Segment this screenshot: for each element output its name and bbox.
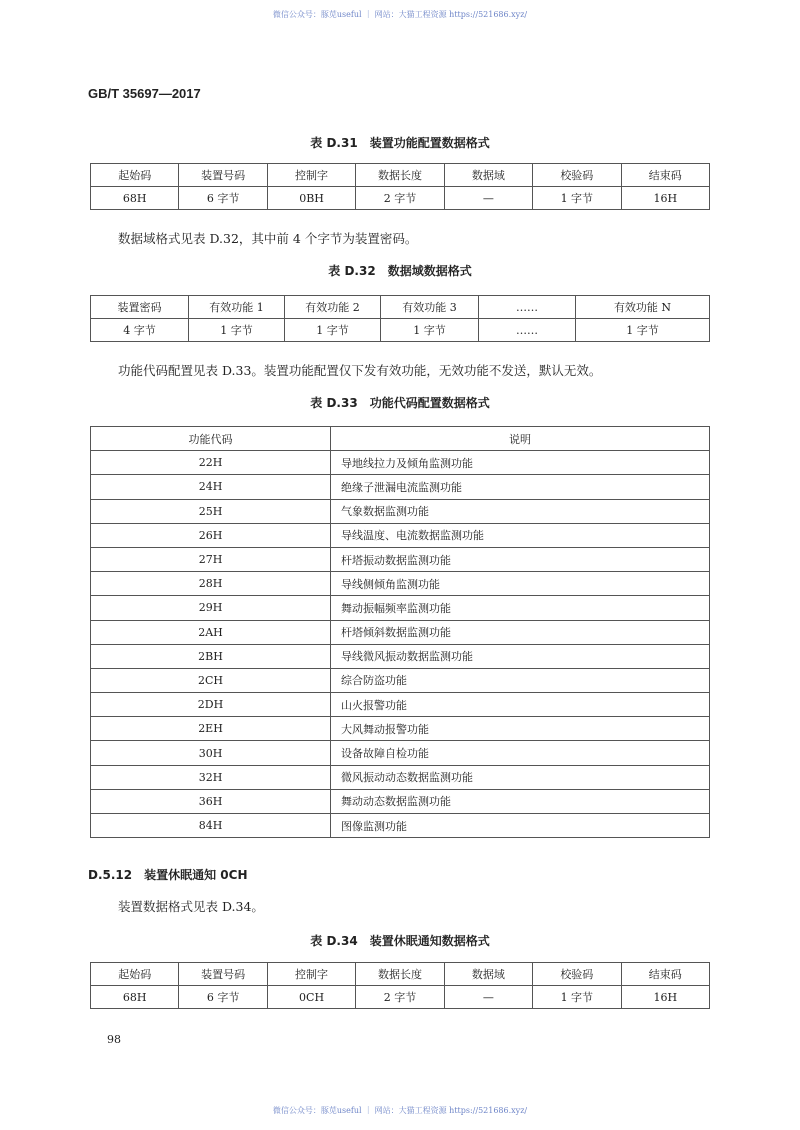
- table-row: [91, 814, 710, 838]
- header-cell: 数据域: [444, 164, 532, 187]
- description-cell: 绝缘子泄漏电流监测功能: [331, 475, 710, 499]
- function-code-cell: 29H: [91, 596, 331, 620]
- cell: 2 字节: [356, 986, 444, 1009]
- cell: 0CH: [267, 986, 355, 1009]
- header-cell: 起始码: [91, 164, 179, 187]
- table-d31-caption: 表 D.31 装置功能配置数据格式: [310, 136, 490, 150]
- description-cell: 图像监测功能: [331, 814, 710, 838]
- header-cell: 数据域: [444, 963, 532, 986]
- description-cell: 导地线拉力及倾角监测功能: [331, 451, 710, 475]
- table-row: [91, 523, 710, 547]
- function-code-cell: 25H: [91, 499, 331, 523]
- cell: 1 字节: [285, 319, 381, 342]
- description-cell: 山火报警功能: [331, 693, 710, 717]
- cell: 68H: [91, 187, 179, 210]
- function-code-cell: 32H: [91, 765, 331, 789]
- header-cell: 有效功能 2: [285, 296, 381, 319]
- header-cell: 说明: [331, 427, 710, 451]
- header-cell: 功能代码: [91, 427, 331, 451]
- function-code-cell: 2AH: [91, 620, 331, 644]
- table-row: [91, 499, 710, 523]
- watermark-bottom: 微信公众号：豚苋useful ｜ 网站：大猫工程资源 https://521686.xyz/: [272, 1106, 528, 1115]
- table-d34-caption: 表 D.34 装置休眠通知数据格式: [310, 934, 490, 948]
- header-cell: 数据长度: [356, 164, 444, 187]
- function-code-cell: 22H: [91, 451, 331, 475]
- cell: 1 字节: [381, 319, 479, 342]
- function-code-cell: 2CH: [91, 668, 331, 692]
- header-cell: 数据长度: [356, 963, 444, 986]
- header-cell: 控制字: [267, 963, 355, 986]
- cell: 16H: [621, 986, 709, 1009]
- table-d34: [90, 962, 710, 1009]
- section-heading: D.5.12 装置休眠通知 0CH: [88, 868, 248, 882]
- header-cell: 装置号码: [179, 164, 267, 187]
- cell: 0BH: [267, 187, 355, 210]
- description-cell: 微风振动动态数据监测功能: [331, 765, 710, 789]
- table-d33: [90, 426, 710, 838]
- table-row: [91, 741, 710, 765]
- header-cell: 有效功能 N: [576, 296, 710, 319]
- description-cell: 导线侧倾角监测功能: [331, 572, 710, 596]
- cell: 6 字节: [179, 187, 267, 210]
- header-cell: 结束码: [621, 963, 709, 986]
- function-code-cell: 26H: [91, 523, 331, 547]
- description-cell: 导线温度、电流数据监测功能: [331, 523, 710, 547]
- table-header-row: [91, 164, 710, 187]
- header-cell: 起始码: [91, 963, 179, 986]
- function-code-cell: 2BH: [91, 644, 331, 668]
- table-row: [91, 596, 710, 620]
- table-d33-caption: 表 D.33 功能代码配置数据格式: [310, 396, 490, 410]
- table-d31: [90, 163, 710, 210]
- header-cell: 有效功能 3: [381, 296, 479, 319]
- table-row: [91, 986, 710, 1009]
- table-row: [91, 451, 710, 475]
- table-header-row: [91, 427, 710, 451]
- cell: 4 字节: [91, 319, 189, 342]
- description-cell: 导线微风振动数据监测功能: [331, 644, 710, 668]
- table-row: [91, 644, 710, 668]
- function-code-cell: 24H: [91, 475, 331, 499]
- cell: 1 字节: [533, 187, 621, 210]
- cell: 6 字节: [179, 986, 267, 1009]
- cell: —: [444, 986, 532, 1009]
- function-code-cell: 36H: [91, 789, 331, 813]
- cell: 68H: [91, 986, 179, 1009]
- header-cell: 结束码: [621, 164, 709, 187]
- header-cell: 控制字: [267, 164, 355, 187]
- table-d32: [90, 295, 710, 342]
- description-cell: 气象数据监测功能: [331, 499, 710, 523]
- function-code-cell: 28H: [91, 572, 331, 596]
- paragraph: 装置数据格式见表 D.34。: [118, 899, 264, 914]
- function-code-cell: 2EH: [91, 717, 331, 741]
- cell: 1 字节: [189, 319, 285, 342]
- description-cell: 杆塔倾斜数据监测功能: [331, 620, 710, 644]
- function-code-cell: 30H: [91, 741, 331, 765]
- table-header-row: [91, 296, 710, 319]
- table-row: [91, 475, 710, 499]
- standard-number: GB/T 35697—2017: [88, 86, 201, 101]
- description-cell: 综合防盗功能: [331, 668, 710, 692]
- table-row: [91, 572, 710, 596]
- function-code-cell: 84H: [91, 814, 331, 838]
- table-row: [91, 765, 710, 789]
- cell: 1 字节: [533, 986, 621, 1009]
- table-header-row: [91, 963, 710, 986]
- table-row: [91, 547, 710, 571]
- page-number: 98: [107, 1033, 121, 1046]
- header-cell: ……: [479, 296, 576, 319]
- table-row: [91, 187, 710, 210]
- table-row: [91, 789, 710, 813]
- cell: 2 字节: [356, 187, 444, 210]
- description-cell: 舞动动态数据监测功能: [331, 789, 710, 813]
- header-cell: 有效功能 1: [189, 296, 285, 319]
- table-row: [91, 668, 710, 692]
- cell: ……: [479, 319, 576, 342]
- table-row: [91, 693, 710, 717]
- header-cell: 装置密码: [91, 296, 189, 319]
- function-code-cell: 2DH: [91, 693, 331, 717]
- table-row: [91, 717, 710, 741]
- description-cell: 大风舞动报警功能: [331, 717, 710, 741]
- function-code-cell: 27H: [91, 547, 331, 571]
- table-row: [91, 620, 710, 644]
- paragraph: 数据域格式见表 D.32，其中前 4 个字节为装置密码。: [118, 231, 418, 246]
- cell: —: [444, 187, 532, 210]
- table-d32-caption: 表 D.32 数据域数据格式: [328, 264, 472, 278]
- cell: 16H: [621, 187, 709, 210]
- description-cell: 舞动振幅频率监测功能: [331, 596, 710, 620]
- header-cell: 校验码: [533, 963, 621, 986]
- description-cell: 杆塔振动数据监测功能: [331, 547, 710, 571]
- cell: 1 字节: [576, 319, 710, 342]
- paragraph: 功能代码配置见表 D.33。装置功能配置仅下发有效功能，无效功能不发送，默认无效。: [118, 363, 602, 378]
- description-cell: 设备故障自检功能: [331, 741, 710, 765]
- watermark-top: 微信公众号：豚苋useful ｜ 网站：大猫工程资源 https://521686.xyz/: [272, 10, 528, 19]
- table-row: [91, 319, 710, 342]
- header-cell: 装置号码: [179, 963, 267, 986]
- header-cell: 校验码: [533, 164, 621, 187]
